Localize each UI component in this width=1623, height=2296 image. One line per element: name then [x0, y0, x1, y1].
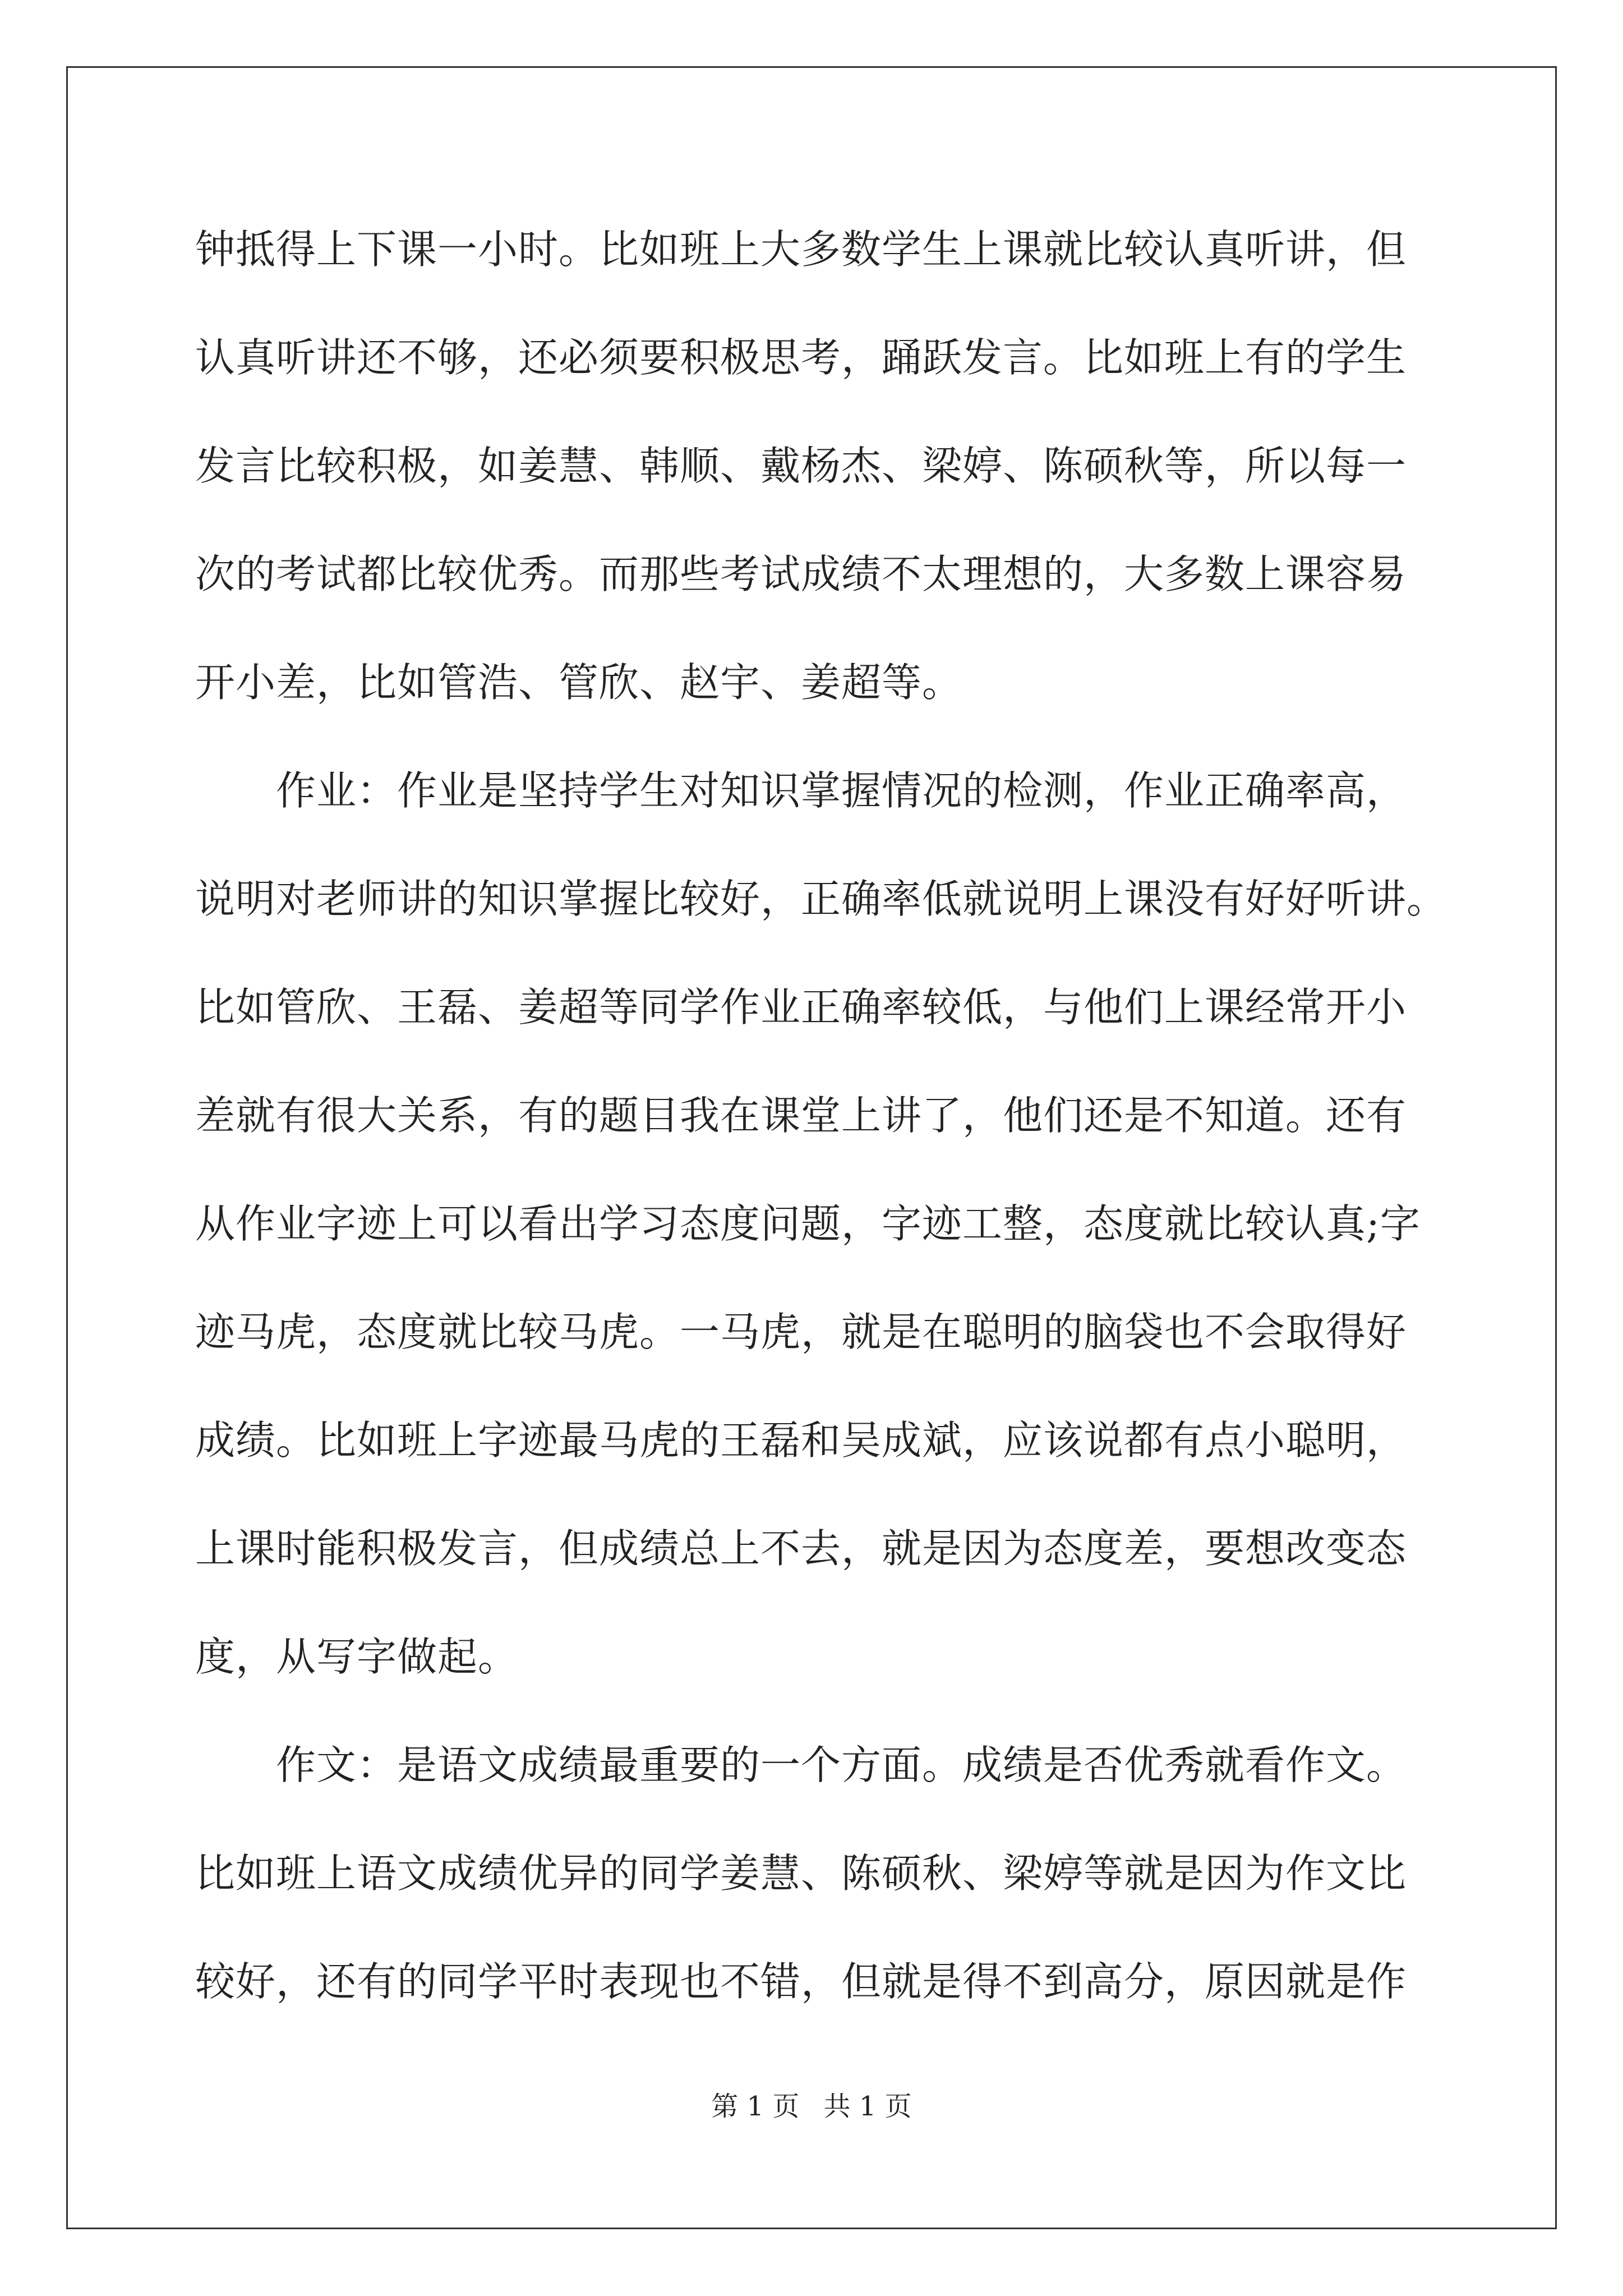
text-line: 认真听讲还不够，还必须要积极思考，踊跃发言。比如班上有的学生: [195, 334, 1407, 381]
page-number: 第 1 页: [711, 2091, 800, 2122]
text-line: 发言比较积极，如姜慧、韩顺、戴杨杰、梁婷、陈硕秋等，所以每一: [195, 443, 1407, 489]
text-line: 说明对老师讲的知识掌握比较好，正确率低就说明上课没有好好听讲。: [195, 876, 1447, 922]
text-line: 作文：是语文成绩最重要的一个方面。成绩是否优秀就看作文。: [195, 1742, 1407, 1788]
page-footer: [0, 2090, 1623, 2123]
document-body: [195, 208, 1447, 2048]
text-line: 钟抵得上下课一小时。比如班上大多数学生上课就比较认真听讲，但: [195, 226, 1407, 273]
text-line: 差就有很大关系，有的题目我在课堂上讲了，他们还是不知道。还有: [195, 1092, 1407, 1139]
text-line: 上课时能积极发言，但成绩总上不去，就是因为态度差，要想改变态: [195, 1525, 1407, 1572]
text-line: 成绩。比如班上字迹最马虎的王磊和吴成斌，应该说都有点小聪明，: [195, 1417, 1407, 1464]
text-line: 开小差，比如管浩、管欣、赵宇、姜超等。: [195, 659, 963, 706]
text-line: 次的考试都比较优秀。而那些考试成绩不太理想的，大多数上课容易: [195, 551, 1407, 597]
page-total: 共 1 页: [823, 2091, 912, 2122]
text-line: 比如管欣、王磊、姜超等同学作业正确率较低，与他们上课经常开小: [195, 984, 1407, 1030]
text-line: 作业：作业是坚持学生对知识掌握情况的检测，作业正确率高，: [195, 767, 1407, 814]
text-line: 较好，还有的同学平时表现也不错，但就是得不到高分，原因就是作: [195, 1958, 1407, 2005]
text-line: 迹马虎，态度就比较马虎。一马虎，就是在聪明的脑袋也不会取得好: [195, 1309, 1407, 1355]
text-line: 从作业字迹上可以看出学习态度问题，字迹工整，态度就比较认真;字: [195, 1200, 1421, 1247]
text-line: 比如班上语文成绩优异的同学姜慧、陈硕秋、梁婷等就是因为作文比: [195, 1850, 1407, 1897]
text-line: 度，从写字做起。: [195, 1634, 519, 1680]
